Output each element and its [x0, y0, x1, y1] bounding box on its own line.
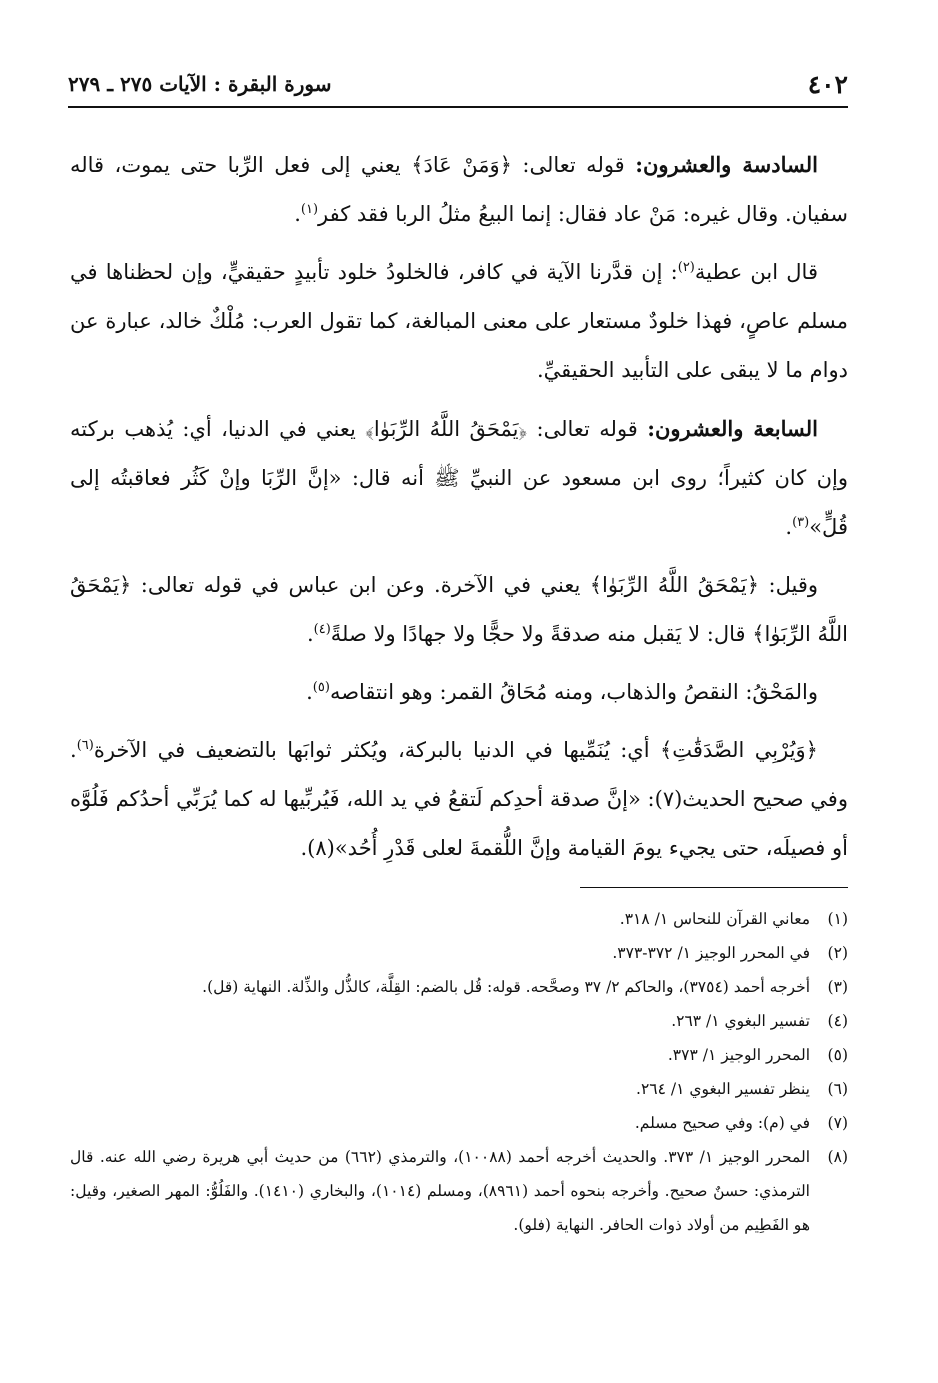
footnote-item [70, 902, 848, 936]
paragraph-yurbi [70, 726, 848, 873]
footnote-item [70, 1140, 848, 1242]
footnote-item [70, 1038, 848, 1072]
paragraph-mahq [70, 668, 848, 717]
paragraph-text: قوله تعالى: ﴿يَمْحَقُ اللَّهُ الرِّبَوٰا﴾ يعني في الدنيا، أي: يُذهب بركته وإن كان كثيراً؛ روى ابن مسعود عن النبيِّ ﷺ أنه قال: «إنَّ الرِّبَا وإنْ كَثُر فعاقبتُه إلى قُلٍّ» [70, 417, 848, 539]
footnote-number: (٨) [827, 1148, 848, 1166]
paragraph-lead: السادسة والعشرون: [635, 152, 818, 177]
footnote-number: (١) [827, 910, 848, 928]
footnote-item [70, 970, 848, 1004]
footnote-number: (٣) [827, 978, 848, 996]
footnote-ref: (٤) [313, 622, 331, 637]
paragraph-26 [70, 140, 848, 239]
page-header [68, 62, 848, 108]
paragraph-ibn-atiyya [70, 248, 848, 395]
footnotes [70, 902, 848, 1242]
paragraph-tail: . وفي صحيح الحديث(٧): «إنَّ صدقة أحدِكم لَتقعُ في يد الله، فَيُربِّيها له كما يُرَبِّي أحدُكم فَلُوَّه أو فصيلَه، حتى يجيء يومَ القيامة وإنَّ اللُّقمةَ لعلى قَدْرِ أُحُد»(٨). [70, 738, 848, 860]
footnote-divider [580, 887, 848, 888]
footnote-ref: (٣) [792, 515, 810, 530]
paragraph-tail: . [294, 202, 301, 226]
paragraph-text: والمَحْقُ: النقصُ والذهاب، ومنه مُحَاقُ القمر: وهو انتقاصه [329, 680, 818, 704]
paragraph-text: وقيل: ﴿يَمْحَقُ اللَّهُ الرِّبَوٰا﴾ يعني في الآخرة. وعن ابن عباس في قوله تعالى: ﴿يَمْحَقُ اللَّهُ الرِّبَوٰا﴾ قال: لا يَقبل منه صدقةً ولا حجًّا ولا جهادًا ولا صلةً [70, 573, 848, 646]
footnote-item [70, 1106, 848, 1140]
main-text [70, 140, 848, 882]
paragraph-lead: السابعة والعشرون: [647, 416, 819, 441]
footnote-text: المحرر الوجيز ١/ ٣٧٣. والحديث أخرجه أحمد (١٠٠٨٨)، والترمذي (٦٦٢) من حديث أبي هريرة رضي الله عنه. قال الترمذي: حسنٌ صحيح. وأخرجه بنحوه أحمد (٨٩٦١)، ومسلم (١٠١٤)، والبخاري (١٤١٠). والفَلُوُّ: المهر الصغير، وقيل: هو الفَطِيم من أولاد ذوات الحافر. النهاية (فلو). [70, 1148, 810, 1234]
paragraph-tail: . [785, 515, 793, 539]
footnote-item [70, 936, 848, 970]
footnote-number: (٤) [827, 1012, 848, 1030]
paragraph-tail: : إن قدَّرنا الآية في كافر، فالخلودُ خلود تأبيدٍ حقيقيٍّ، وإن لحظناها في مسلم عاصٍ، فهذا خلودٌ مستعار على معنى المبالغة، كما تقول العرب: مُلْكٌ خالد، عبارة عن دوام ما لا يبقى على التأبيد الحقيقيِّ. [70, 260, 848, 382]
footnote-text: تفسير البغوي ١/ ٢٦٣. [671, 1012, 810, 1030]
paragraph-tail: . [306, 680, 313, 704]
footnote-number: (٢) [827, 944, 848, 962]
footnote-text: في (م): وفي صحيح مسلم. [634, 1114, 810, 1132]
footnote-text: معاني القرآن للنحاس ١/ ٣١٨. [619, 910, 810, 928]
footnote-number: (٦) [827, 1080, 848, 1098]
footnote-number: (٥) [827, 1046, 848, 1064]
footnote-item [70, 1072, 848, 1106]
paragraph-text: قال ابن عطية [694, 260, 818, 284]
page-number: ٤٠٢ [807, 69, 848, 99]
footnote-ref: (٢) [677, 260, 695, 275]
footnote-text: المحرر الوجيز ١/ ٣٧٣. [667, 1046, 810, 1064]
paragraph-text: قوله تعالى: ﴿وَمَنْ عَادَ﴾ يعني إلى فعل الرِّبا حتى يموت، قاله سفيان. وقال غيره: مَنْ عاد فقال: إنما البيعُ مثلُ الربا فقد كفر [70, 153, 848, 226]
footnote-text: ينظر تفسير البغوي ١/ ٢٦٤. [636, 1080, 810, 1098]
footnote-text: في المحرر الوجيز ١/ ٣٧٢-٣٧٣. [612, 944, 810, 962]
footnote-ref: (٥) [312, 680, 330, 695]
footnote-ref: (١) [300, 202, 319, 217]
paragraph-qil [70, 561, 848, 659]
footnote-ref: (٦) [76, 738, 94, 753]
paragraph-27 [70, 404, 848, 552]
running-head: سورة البقرة : الآيات ٢٧٥ ـ ٢٧٩ [68, 72, 332, 96]
footnote-text: أخرجه أحمد (٣٧٥٤)، والحاكم ٢/ ٣٧ وصحَّحه. قوله: قُل بالضم: القِلَّة، كالذُّل والذِّلة. النهاية (قل). [202, 978, 810, 996]
paragraph-tail: . [306, 622, 314, 646]
footnote-item [70, 1004, 848, 1038]
footnote-number: (٧) [827, 1114, 848, 1132]
paragraph-text: ﴿وَيُرْبِي الصَّدَقَٰتِ﴾ أي: يُنَمِّيها في الدنيا بالبركة، ويُكثر ثوابَها بالتضعيف في الآخرة [93, 738, 818, 762]
